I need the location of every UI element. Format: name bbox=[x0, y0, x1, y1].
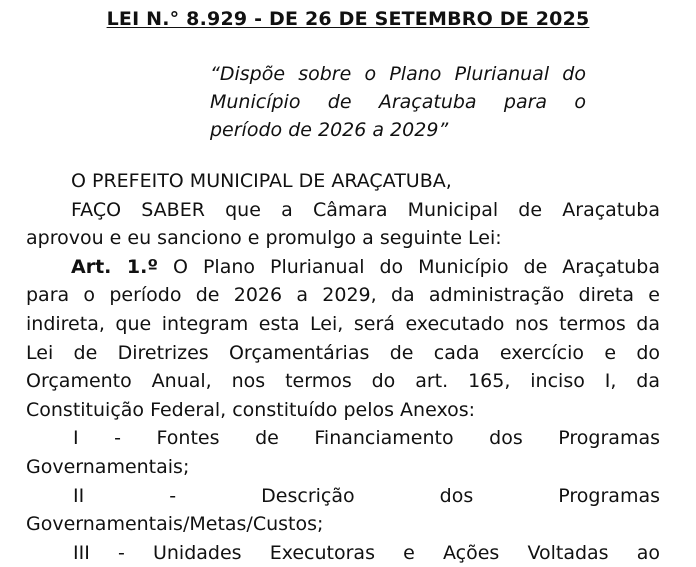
item-2-line-1: II - Descrição dos Programas bbox=[73, 484, 660, 507]
enactment-line-2: aprovou e eu sanciono e promulgo a seguinte Lei: bbox=[26, 227, 502, 250]
article-1-line-6: Constituição Federal, constituído pelos Anexos: bbox=[26, 398, 476, 421]
law-body bbox=[26, 167, 660, 567]
mayor-heading: O PREFEITO MUNICIPAL DE ARAÇATUBA, bbox=[71, 170, 452, 192]
summary-line-3: período de 2026 a 2029” bbox=[210, 119, 449, 141]
enactment-line-1: FAÇO SABER que a Câmara Municipal de Araçatuba bbox=[71, 198, 660, 221]
article-1-line-4: Lei de Diretrizes Orçamentárias de cada exercício e do bbox=[26, 341, 660, 364]
item-1-line-2: Governamentais; bbox=[26, 455, 190, 478]
item-1-line-1: I - Fontes de Financiamento dos Programas bbox=[73, 427, 660, 450]
article-1-line-3: indireta, que integram esta Lei, será executado nos termos da bbox=[26, 312, 660, 335]
law-title: LEI N.° 8.929 - DE 26 DE SETEMBRO DE 2025 bbox=[106, 8, 590, 30]
summary-line-2: Município de Araçatuba para o bbox=[210, 91, 586, 113]
article-1-line-5: Orçamento Anual, nos termos do art. 165, inciso I, da bbox=[26, 370, 660, 393]
article-1-text-1: O Plano Plurianual do Município de Araçatuba bbox=[173, 255, 660, 278]
article-1-label: Art. 1.º bbox=[71, 255, 159, 278]
law-summary bbox=[210, 60, 586, 144]
article-1-line-2: para o período de 2026 a 2029, da administração direta e bbox=[26, 284, 660, 307]
summary-line-1: “Dispõe sobre o Plano Plurianual do bbox=[210, 63, 586, 85]
article-1-line-1 bbox=[26, 253, 660, 282]
item-3-line-1: III - Unidades Executoras e Ações Voltadas ao bbox=[73, 541, 660, 564]
item-2-line-2: Governamentais/Metas/Custos; bbox=[26, 513, 324, 536]
